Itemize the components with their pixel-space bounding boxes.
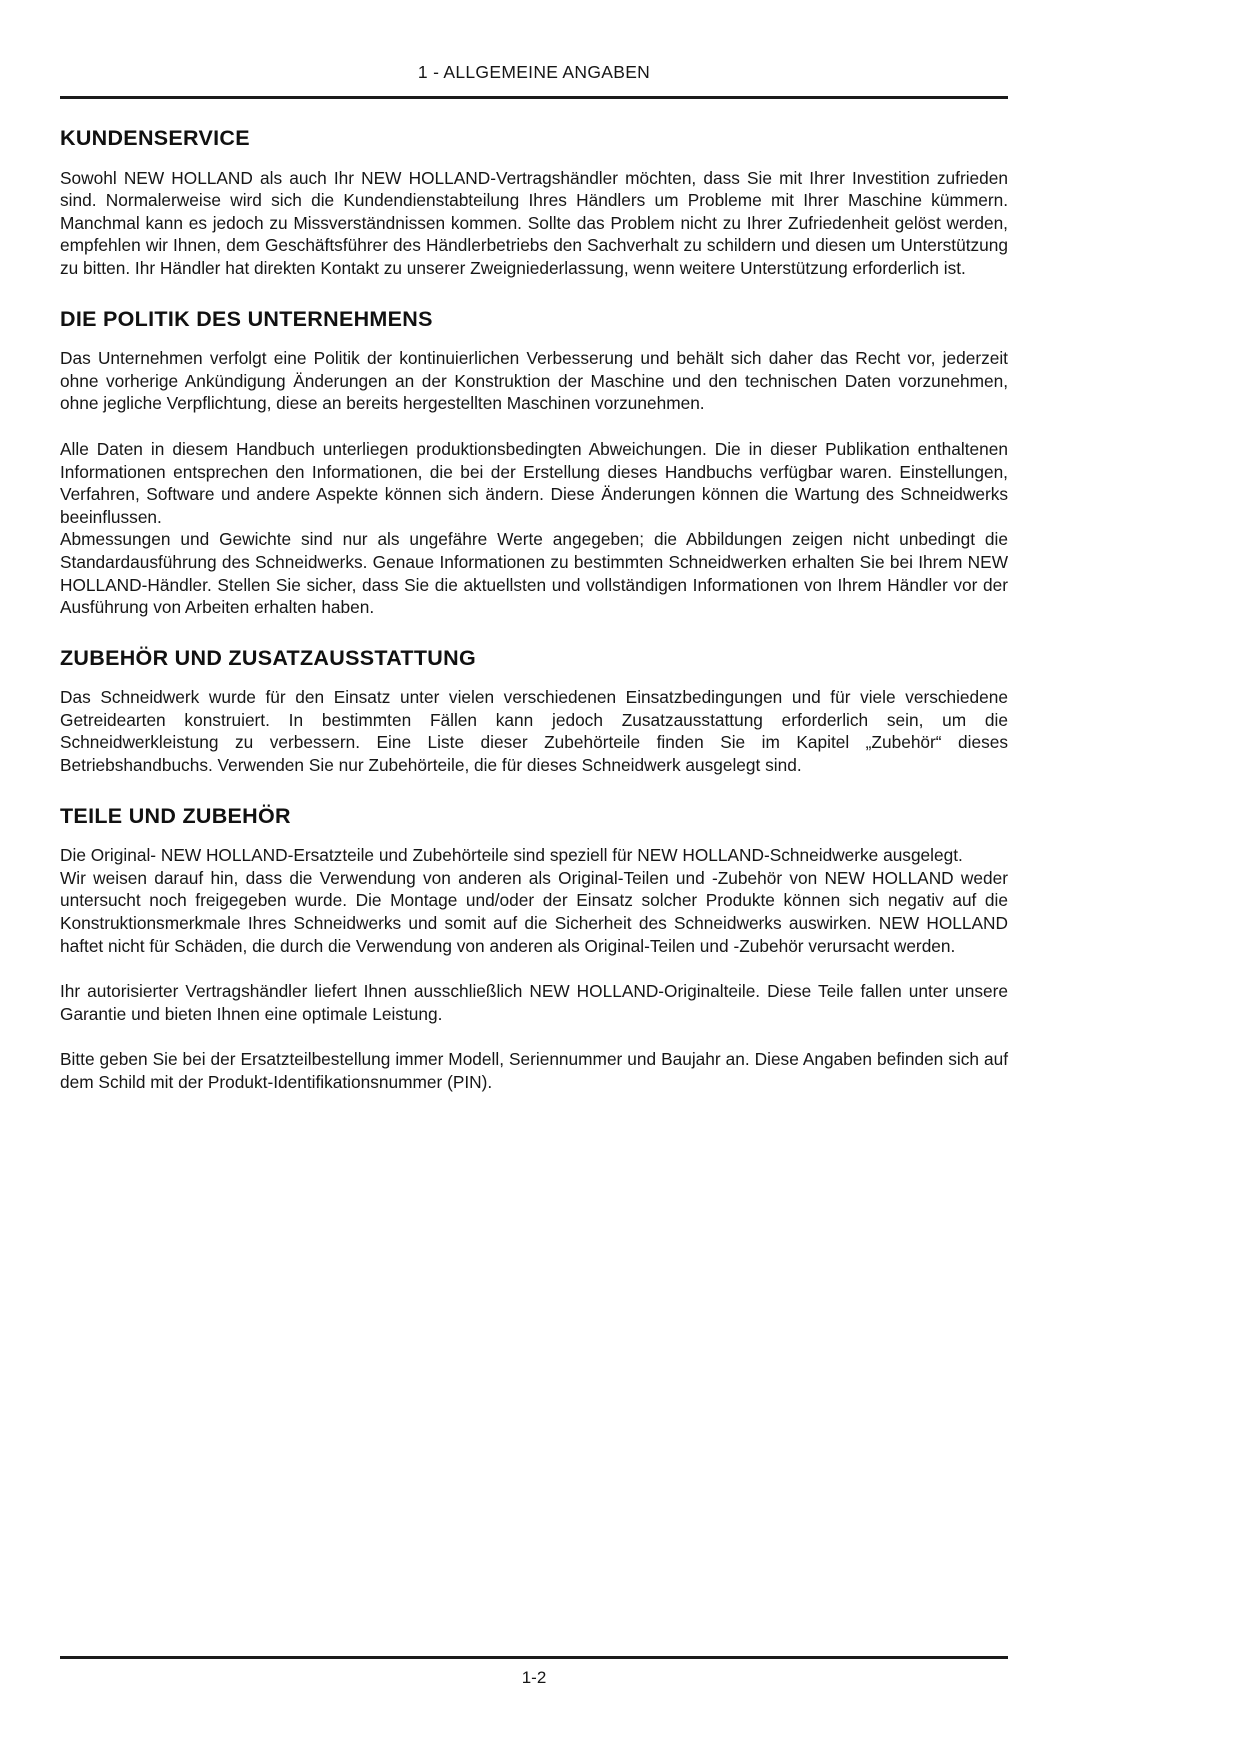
section-zubehoer-und-zusatzausstattung (60, 647, 1008, 777)
paragraph: Ihr autorisierter Vertragshändler liefert Ihnen ausschließlich NEW HOLLAND-Originalteile. Diese Teile fallen unter unsere Garantie und bieten Ihnen eine optimale Leistung. (60, 981, 1008, 1024)
section-politik-des-unternehmens (60, 308, 1008, 619)
section-kundenservice (60, 127, 1008, 280)
footer-rule (60, 1656, 1008, 1659)
paragraph: Das Schneidwerk wurde für den Einsatz unter vielen verschiedenen Einsatzbedingungen und für viele verschiedene Getreidearten konstruiert. In bestimmten Fällen kann jedoch Zusatzausstattung erforderlich sein, um die Schneidwerkleistung zu verbessern. Eine Liste dieser Zubehörteile finden Sie im Kapitel „Zubehör“ dieses Betriebshandbuchs. Verwenden Sie nur Zubehörteile, die für dieses Schneidwerk ausgelegt sind. (60, 687, 1008, 776)
paragraph: Die Original- NEW HOLLAND-Ersatzteile und Zubehörteile sind speziell für NEW HOLLAND-Schneidwerke ausgelegt. (60, 845, 963, 866)
page-header (60, 0, 1008, 83)
section-teile-und-zubehoer (60, 805, 1008, 1094)
page-number: 1-2 (521, 1668, 547, 1687)
page-footer (60, 1656, 1008, 1688)
section-heading-zubehoer-zusatz: ZUBEHÖR UND ZUSATZAUSSTATTUNG (60, 645, 476, 670)
page-body (60, 127, 1008, 1094)
paragraph: Das Unternehmen verfolgt eine Politik der kontinuierlichen Verbesserung und behält sich daher das Recht vor, jederzeit ohne vorherige Ankündigung Änderungen an der Konstruktion der Maschine und den technischen Daten vorzunehmen, ohne jegliche Verpflichtung, diese an bereits hergestellten Maschinen vorzunehmen. (60, 348, 1008, 414)
paragraph: Alle Daten in diesem Handbuch unterliegen produktionsbedingten Abweichungen. Die in dieser Publikation enthaltenen Informationen entsprechen den Informationen, die bei der Erstellung dieses Handbuchs verfügbar waren. Einstellungen, Verfahren, Software und andere Aspekte können sich ändern. Diese Änderungen können die Wartung des Schneidwerks beeinflussen. (60, 438, 1008, 527)
paragraph: Bitte geben Sie bei der Ersatzteilbestellung immer Modell, Seriennummer und Baujahr an. Diese Angaben befinden sich auf dem Schild mit der Produkt-Identifikationsnummer (PIN). (60, 1049, 1008, 1092)
section-heading-kundenservice: KUNDENSERVICE (60, 126, 250, 150)
section-heading-teile-zubehoer: TEILE UND ZUBEHÖR (60, 803, 291, 828)
paragraph: Abmessungen und Gewichte sind nur als ungefähre Werte angegeben; die Abbildungen zeigen nicht unbedingt die Standardausführung des Schneidwerks. Genaue Informationen zu bestimmten Schneidwerken erhalten Sie bei Ihrem NEW HOLLAND-Händler. Stellen Sie sicher, dass Sie die aktuellsten und vollständigen Informationen von Ihrem Händler vor der Ausführung von Arbeiten erhalten haben. (60, 529, 1008, 618)
chapter-title: 1 - ALLGEMEINE ANGABEN (417, 62, 651, 82)
section-heading-politik: DIE POLITIK DES UNTERNEHMENS (60, 306, 433, 331)
paragraph: Sowohl NEW HOLLAND als auch Ihr NEW HOLLAND-Vertragshändler möchten, dass Sie mit Ihrer Investition zufrieden sind. Normalerweise wird sich die Kundendienstabteilung Ihres Händlers um Probleme mit Ihrer Maschine kümmern. Manchmal kann es jedoch zu Missverständnissen kommen. Sollte das Problem nicht zu Ihrer Zufriedenheit gelöst werden, empfehlen wir Ihnen, dem Geschäftsführer des Händlerbetriebs den Sachverhalt zu schildern und diesen um Unterstützung zu bitten. Ihr Händler hat direkten Kontakt zu unserer Zweigniederlassung, wenn weitere Unterstützung erforderlich ist. (60, 167, 1008, 278)
header-rule (60, 96, 1008, 99)
paragraph: Wir weisen darauf hin, dass die Verwendung von anderen als Original-Teilen und -Zubehör von NEW HOLLAND weder untersucht noch freigegeben wurde. Die Montage und/oder der Einsatz solcher Produkte können sich negativ auf die Konstruktionsmerkmale Ihres Schneidwerks und somit auf die Sicherheit des Schneidwerks auswirken. NEW HOLLAND haftet nicht für Schäden, die durch die Verwendung von anderen als Original-Teilen und -Zubehör verursacht werden. (60, 867, 1008, 956)
